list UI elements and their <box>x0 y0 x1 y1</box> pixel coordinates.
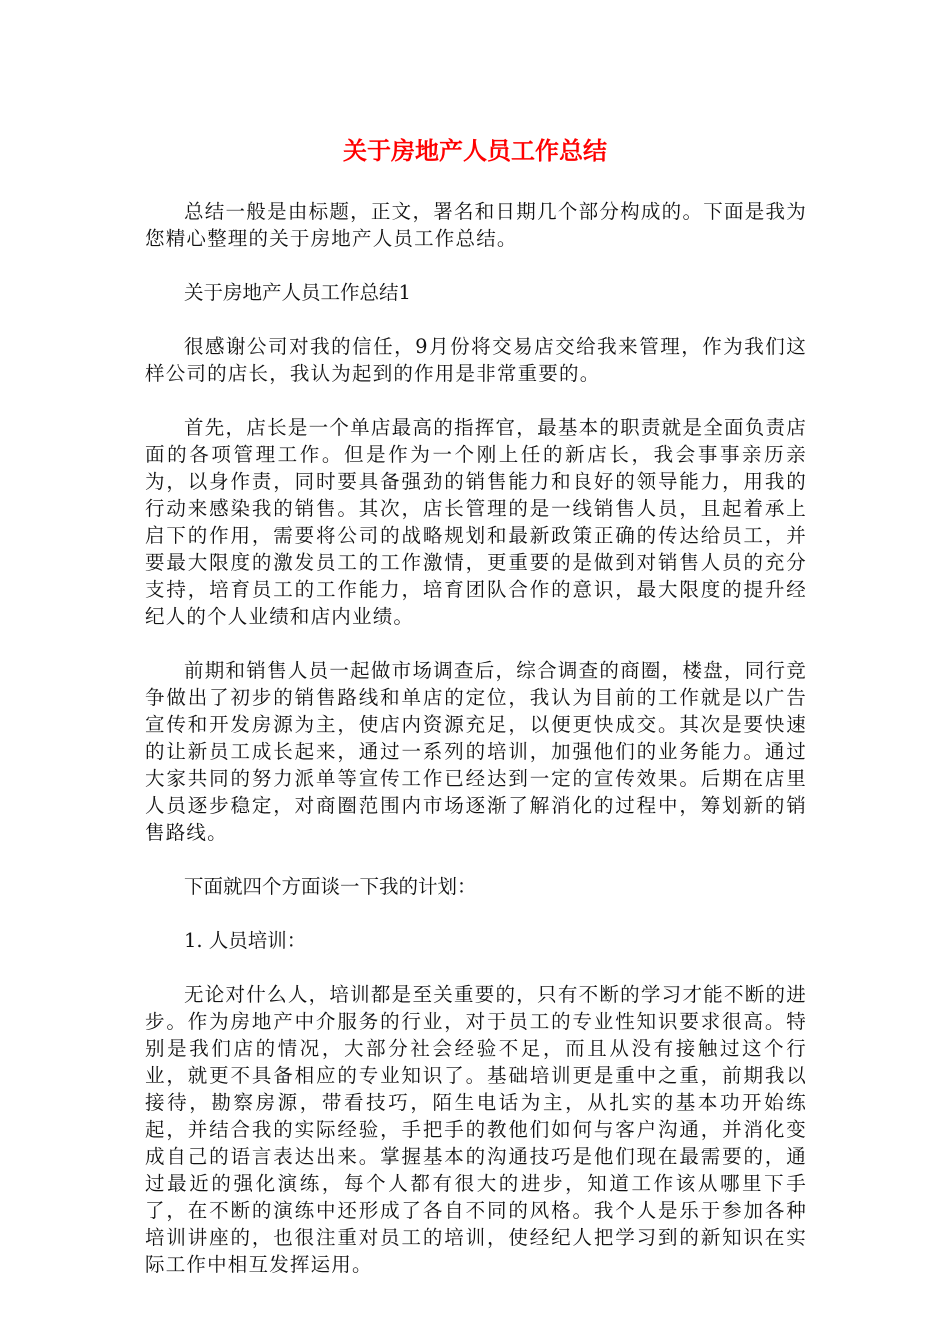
intro-paragraph: 总结一般是由标题，正文，署名和日期几个部分构成的。下面是我为您精心整理的关于房地产人员工作总结。 <box>145 200 807 250</box>
document-body <box>145 198 807 1305</box>
document-title: 关于房地产人员工作总结 <box>343 137 607 165</box>
body-paragraph: 无论对什么人，培训都是至关重要的，只有不断的学习才能不断的进步。作为房地产中介服务的行业，对于员工的专业性知识要求很高。特别是我们店的情况，大部分社会经验不足，而且从没有接触过这个行业，就更不具备相应的专业知识了。基础培训更是重中之重，前期我以接待，勘察房源，带看技巧，陌生电话为主，从扎实的基本功开始练起，并结合我的实际经验，手把手的教他们如何与客户沟通，并消化变成自己的语言表达出来。掌握基本的沟通技巧是他们现在最需要的，通过最近的强化演练，每个人都有很大的进步，知道工作该从哪里下手了，在不断的演练中还形成了各自不同的风格。我个人是乐于参加各种培训讲座的，也很注重对员工的培训，使经纪人把学习到的新知识在实际工作中相互发挥运用。 <box>145 983 807 1276</box>
subsection-heading: 1. 人员培训： <box>184 929 307 952</box>
plan-intro-line: 下面就四个方面谈一下我的计划： <box>184 875 477 898</box>
body-paragraph: 很感谢公司对我的信任，9月份将交易店交给我来管理，作为我们这样公司的店长，我认为起到的作用是非常重要的。 <box>145 335 807 385</box>
body-paragraph: 前期和销售人员一起做市场调查后，综合调查的商圈，楼盘，同行竞争做出了初步的销售路线和单店的定位，我认为目前的工作就是以广告宣传和开发房源为主，使店内资源充足，以便更快成交。其次是要快速的让新员工成长起来，通过一系列的培训，加强他们的业务能力。通过大家共同的努力派单等宣传工作已经达到一定的宣传效果。后期在店里人员逐步稳定，对商圈范围内市场逐渐了解消化的过程中，筹划新的销售路线。 <box>145 659 807 844</box>
section-heading: 关于房地产人员工作总结1 <box>184 281 411 304</box>
body-paragraph: 首先，店长是一个单店最高的指挥官，最基本的职责就是全面负责店面的各项管理工作。但是作为一个刚上任的新店长，我会事事亲历亲为，以身作责，同时要具备强劲的销售能力和良好的领导能力，用我的行动来感染我的销售。其次，店长管理的是一线销售人员，且起着承上启下的作用，需要将公司的战略规划和最新政策正确的传达给员工，并要最大限度的激发员工的工作激情，更重要的是做到对销售人员的充分支持，培育员工的工作能力，培育团队合作的意识，最大限度的提升经纪人的个人业绩和店内业绩。 <box>145 416 807 628</box>
